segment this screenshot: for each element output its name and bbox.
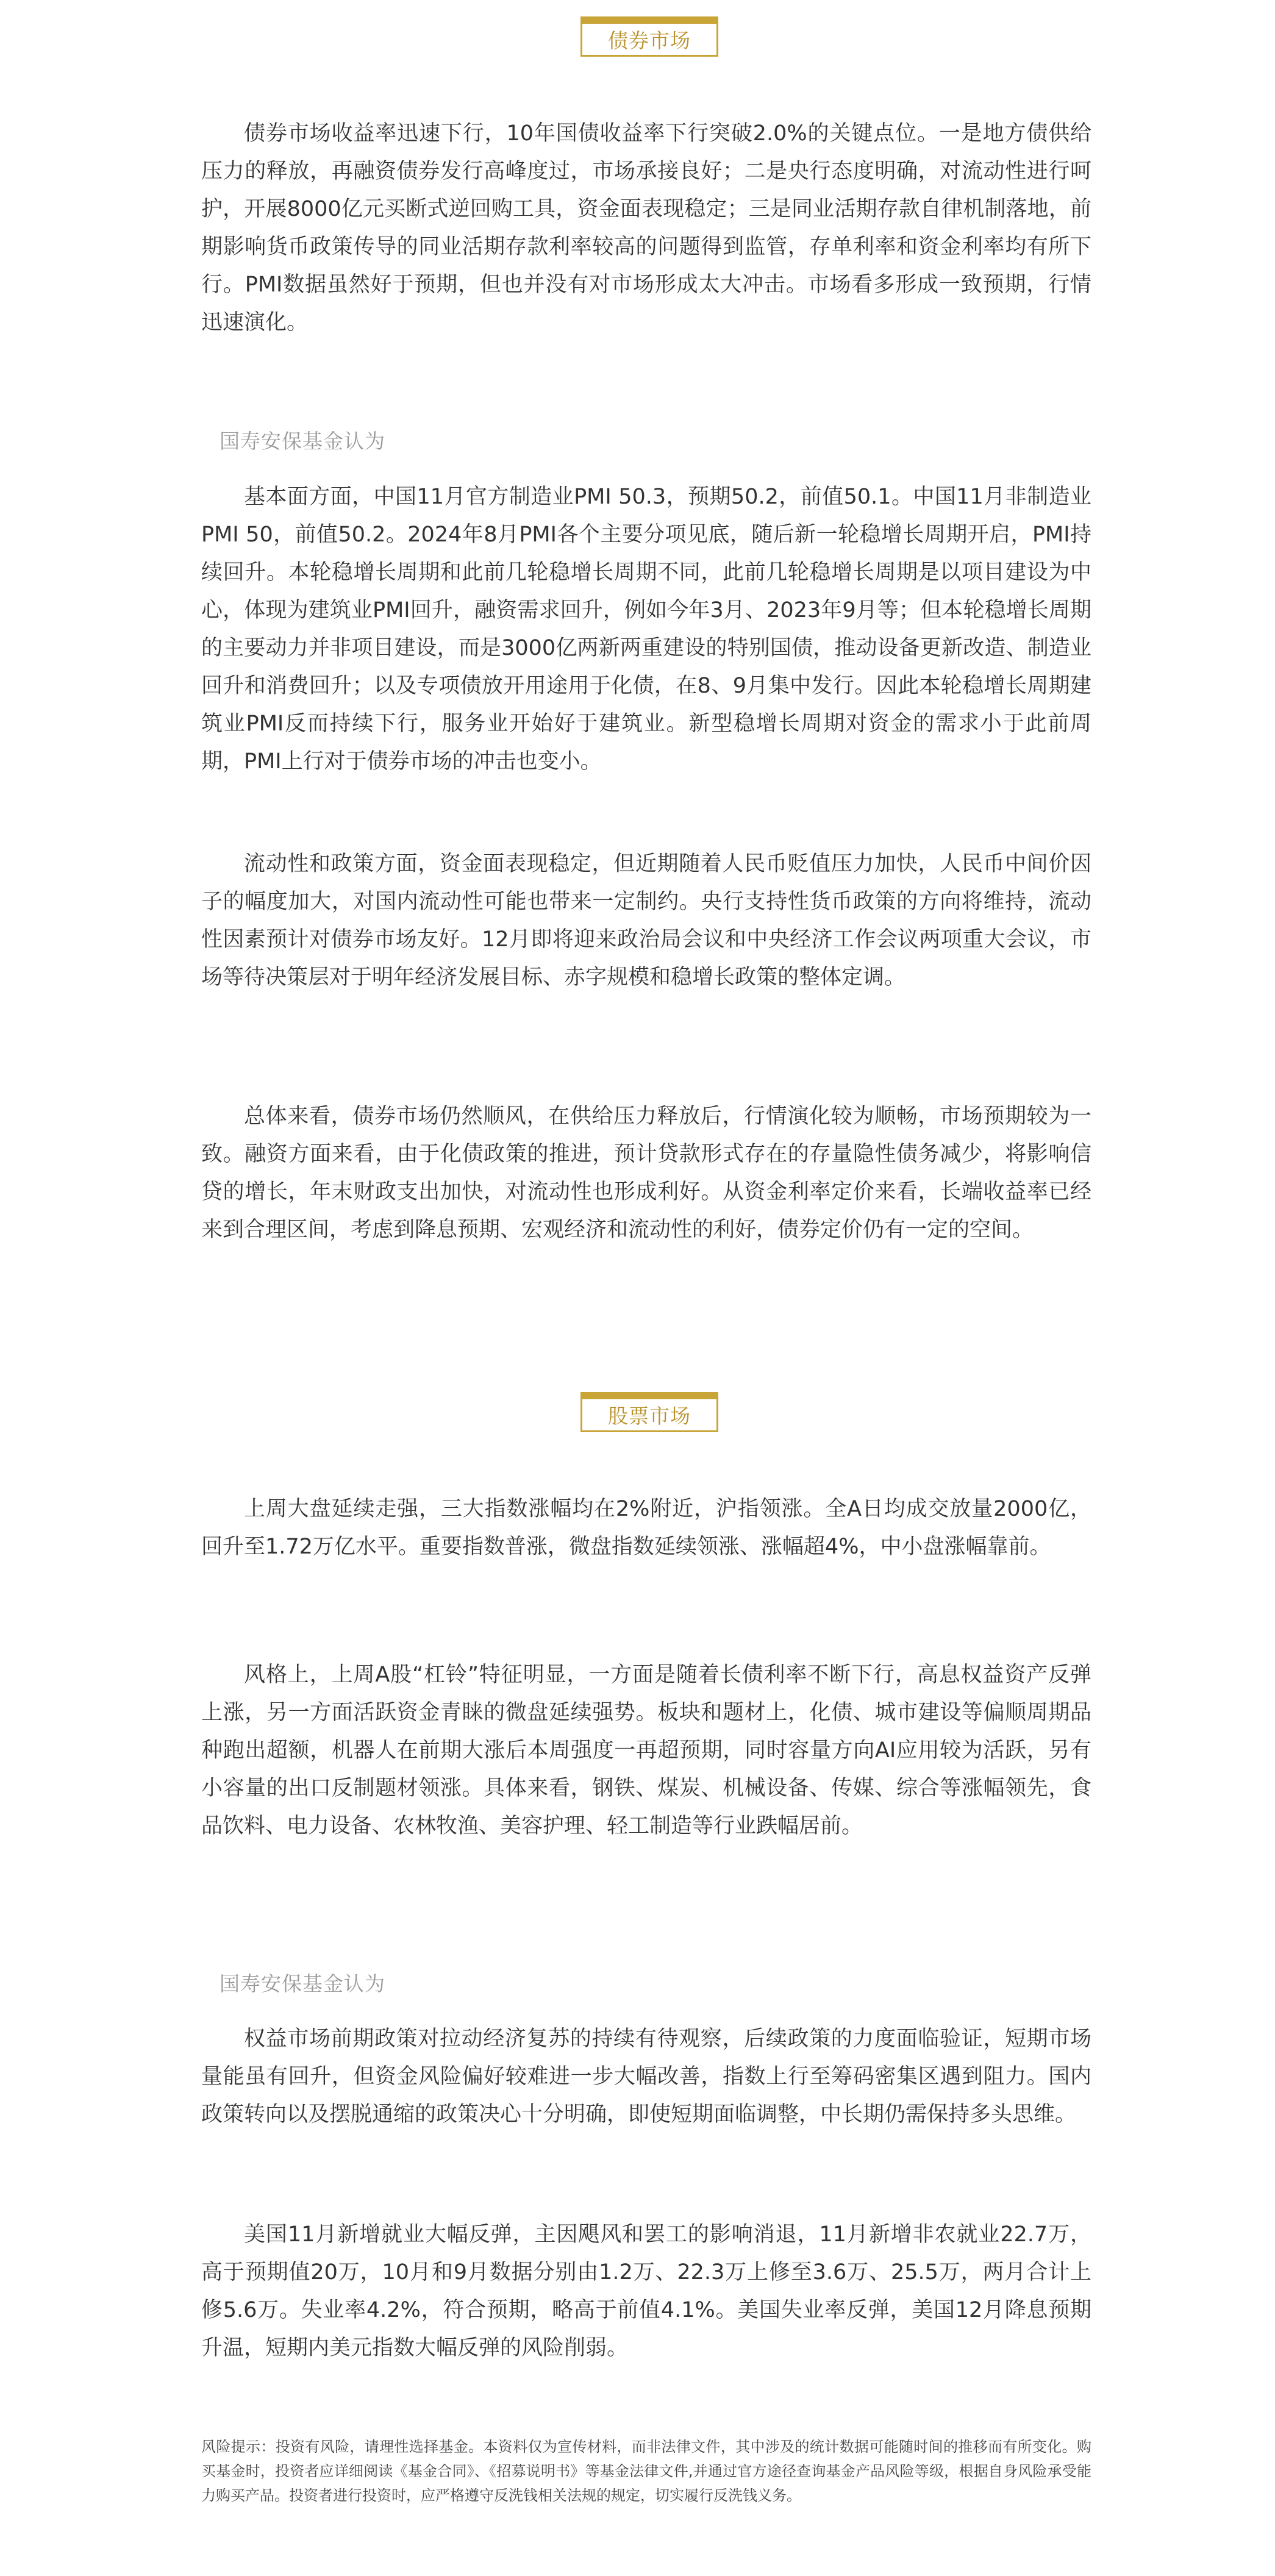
stock-paragraph-4: 美国11月新增就业大幅反弹，主因飓风和罢工的影响消退，11月新增非农就业22.7万，高于预期值20万，10月和9月数据分别由1.2万、22.3万上修至3.6万、25.5万，两月合计上修5.6万。失业率4.2%，符合预期，略高于前值4.1%。美国失业率反弹，美国12月降息预期升温，短期内美元指数大幅反弹的风险削弱。 — [201, 2222, 1091, 2360]
stock-paragraph-3: 权益市场前期政策对拉动经济复苏的持续有待观察，后续政策的力度面临验证，短期市场量能虽有回升，但资金风险偏好较难进一步大幅改善，指数上行至筹码密集区遇到阻力。国内政策转向以及摆脱通缩的政策决心十分明确，即使短期面临调整，中长期仍需保持多头思维。 — [201, 2027, 1091, 2127]
risk-notice: 风险提示：投资有风险，请理性选择基金。本资料仅为宣传材料，而非法律文件，其中涉及的统计数据可能随时间的推移而有所变化。购买基金时，投资者应详细阅读《基金合同》、《招募说明书》等基金法律文件,并通过官方途径查询基金产品风险等级，根据自身风险承受能力购买产品。投资者进行投资时，应严格遵守反洗钱相关法规的规定，切实履行反洗钱义务。 — [201, 2438, 1091, 2504]
bond-paragraph-3: 流动性和政策方面，资金面表现稳定，但近期随着人民币贬值压力加快，人民币中间价因子的幅度加大，对国内流动性可能也带来一定制约。央行支持性货币政策的方向将维持，流动性因素预计对债券市场友好。12月即将迎来政治局会议和中央经济工作会议两项重大会议，市场等待决策层对于明年经济发展目标、赤字规模和稳增长政策的整体定调。 — [201, 852, 1091, 990]
bond-opinion-heading: 国寿安保基金认为 — [220, 429, 385, 453]
stock-paragraph-1: 上周大盘延续走强，三大指数涨幅均在2%附近，沪指领涨。全A日均成交放量2000亿，回升至1.72万亿水平。重要指数普涨，微盘指数延续领涨、涨幅超4%，中小盘涨幅靠前。 — [201, 1497, 1091, 1559]
stock-opinion-heading: 国寿安保基金认为 — [220, 1972, 385, 1996]
bond-paragraph-4: 总体来看，债券市场仍然顺风，在供给压力释放后，行情演化较为顺畅，市场预期较为一致。融资方面来看，由于化债政策的推进，预计贷款形式存在的存量隐性债务减少，将影响信贷的增长，年末财政支出加快，对流动性也形成利好。从资金利率定价来看，长端收益率已经来到合理区间，考虑到降息预期、宏观经济和流动性的利好，债券定价仍有一定的空间。 — [201, 1104, 1091, 1242]
bond-paragraph-1: 债券市场收益率迅速下行，10年国债收益率下行突破2.0%的关键点位。一是地方债供给压力的释放，再融资债券发行高峰度过，市场承接良好；二是央行态度明确，对流动性进行呵护，开展8000亿元买断式逆回购工具，资金面表现稳定；三是同业活期存款自律机制落地，前期影响货币政策传导的同业活期存款利率较高的问题得到监管，存单利率和资金利率均有所下行。PMI数据虽然好于预期，但也并没有对市场形成太大冲击。市场看多形成一致预期，行情迅速演化。 — [201, 121, 1091, 335]
stock-market-tag: 股票市场 — [580, 1392, 718, 1432]
bond-market-tag: 债券市场 — [580, 16, 718, 57]
stock-paragraph-2: 风格上，上周A股“杠铃”特征明显，一方面是随着长债利率不断下行，高息权益资产反弹上涨，另一方面活跃资金青睐的微盘延续强势。板块和题材上，化债、城市建设等偏顺周期品种跑出超额，机器人在前期大涨后本周强度一再超预期，同时容量方向AI应用较为活跃，另有小容量的出口反制题材领涨。具体来看，钢铁、煤炭、机械设备、传媒、综合等涨幅领先，食品饮料、电力设备、农林牧渔、美容护理、轻工制造等行业跌幅居前。 — [201, 1663, 1091, 1838]
bond-paragraph-2: 基本面方面，中国11月官方制造业PMI 50.3，预期50.2，前值50.1。中国11月非制造业PMI 50，前值50.2。2024年8月PMI各个主要分项见底，随后新一轮稳增长周期开启，PMI持续回升。本轮稳增长周期和此前几轮稳增长周期不同，此前几轮稳增长周期是以项目建设为中心，体现为建筑业PMI回升，融资需求回升，例如今年3月、2023年9月等；但本轮稳增长周期的主要动力并非项目建设，而是3000亿两新两重建设的特别国债，推动设备更新改造、制造业回升和消费回升；以及专项债放开用途用于化债，在8、9月集中发行。因此本轮稳增长周期建筑业PMI反而持续下行，服务业开始好于建筑业。新型稳增长周期对资金的需求小于此前周期，PMI上行对于债券市场的冲击也变小。 — [201, 485, 1091, 774]
